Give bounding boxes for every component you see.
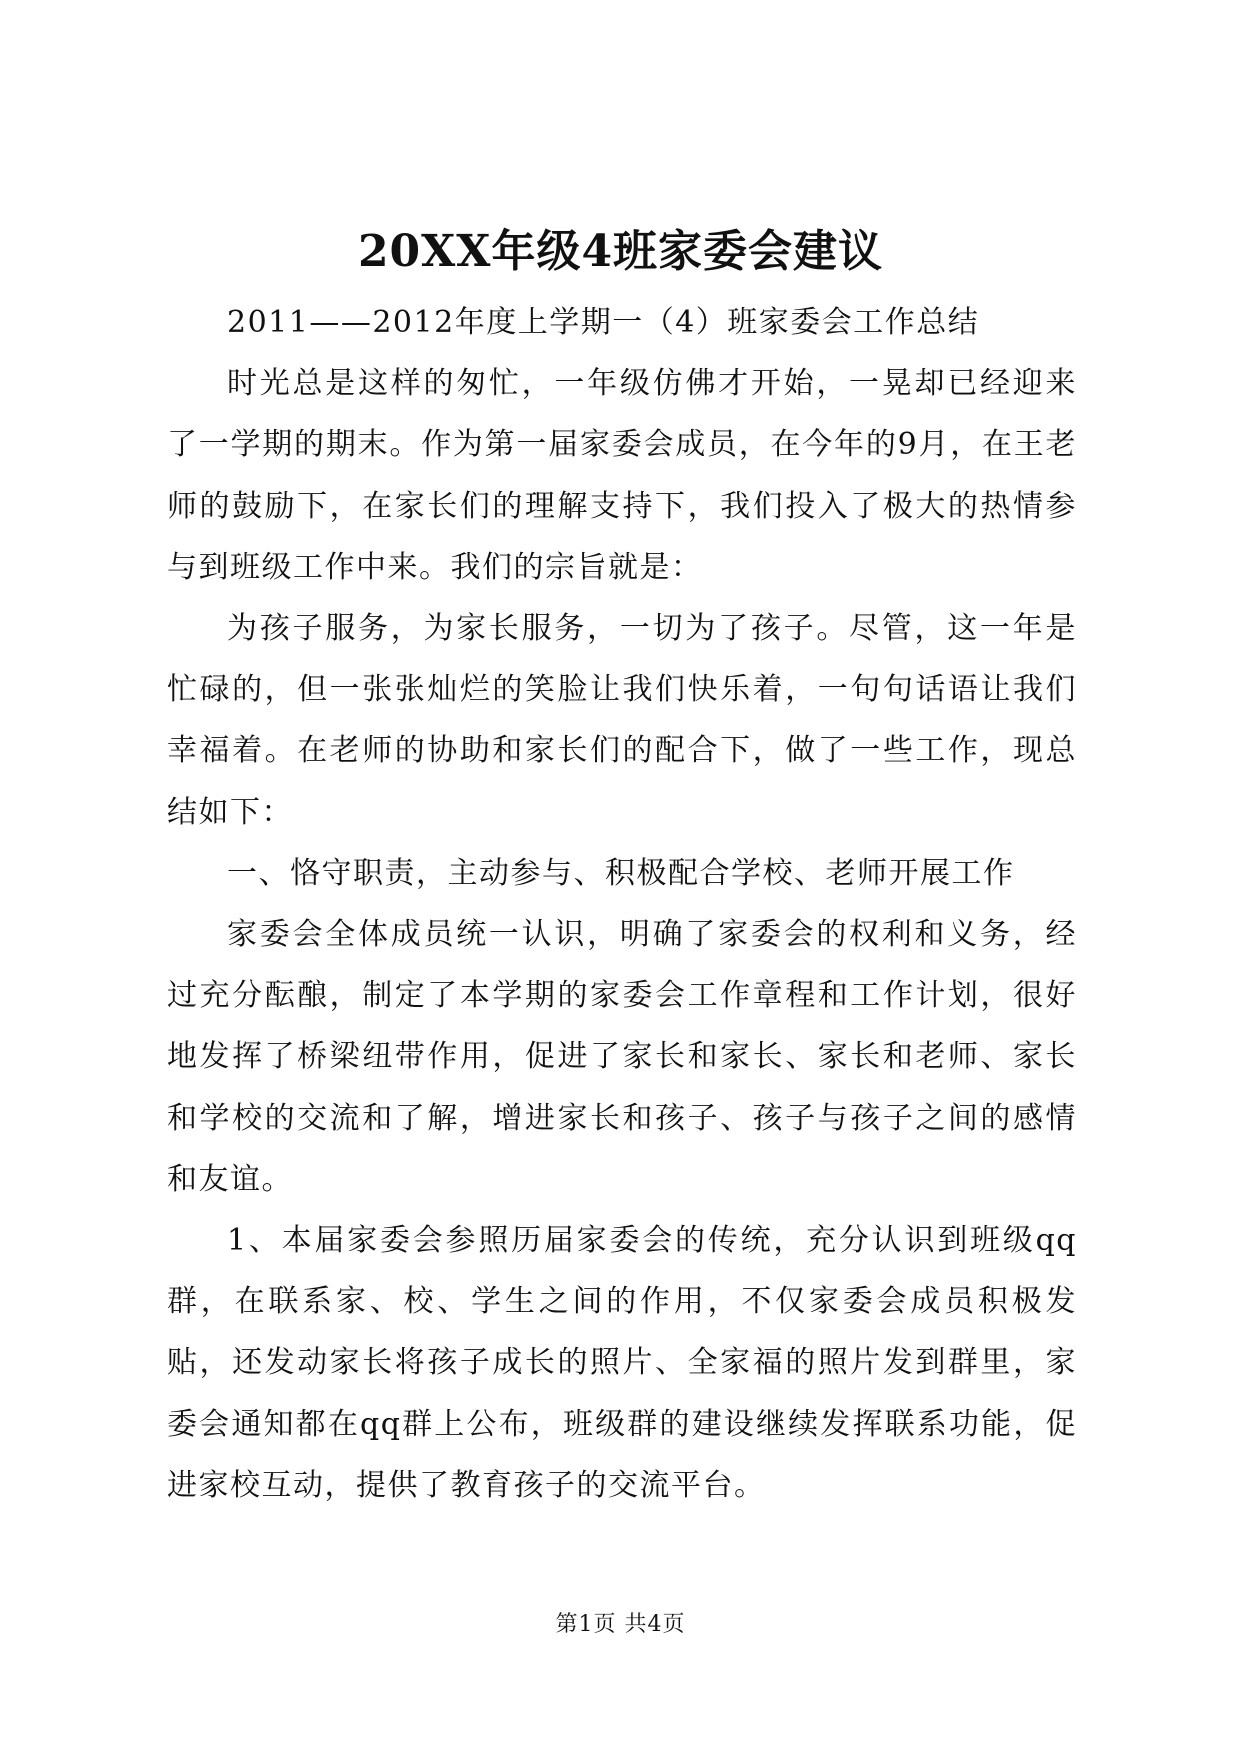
paragraph: 1、本届家委会参照历届家委会的传统，充分认识到班级qq群，在联系家、校、学生之间的作用，不仅家委会成员积极发贴，还发动家长将孩子成长的照片、全家福的照片发到群里，家委会通知都在qq群上公布，班级群的建设继续发挥联系功能，促进家校互动，提供了教育孩子的交流平台。	[167, 1223, 1077, 1503]
page-footer: 第1页 共4页	[555, 1612, 686, 1637]
section-heading: 一、恪守职责，主动参与、积极配合学校、老师开展工作	[227, 855, 1015, 891]
paragraph: 家委会全体成员统一认识，明确了家委会的权利和义务，经过充分酝酿，制定了本学期的家委会工作章程和工作计划，很好地发挥了桥梁纽带作用，促进了家长和家长、家长和老师、家长和学校的交流和了解，增进家长和孩子、孩子与孩子之间的感情和友谊。	[167, 917, 1077, 1197]
paragraph: 为孩子服务，为家长服务，一切为了孩子。尽管，这一年是忙碌的，但一张张灿烂的笑脸让我们快乐着，一句句话语让我们幸福着。在老师的协助和家长们的配合下，做了一些工作，现总结如下：	[167, 611, 1077, 830]
document-title: 20XX年级4班家委会建议	[357, 226, 884, 277]
paragraph-subtitle: 2011——2012年度上学期一（4）班家委会工作总结	[227, 305, 980, 340]
paragraph: 时光总是这样的匆忙，一年级仿佛才开始，一晃却已经迎来了一学期的期末。作为第一届家委会成员，在今年的9月，在王老师的鼓励下，在家长们的理解支持下，我们投入了极大的热情参与到班级工作中来。我们的宗旨就是：	[167, 366, 1077, 585]
document-body	[167, 292, 1077, 1516]
